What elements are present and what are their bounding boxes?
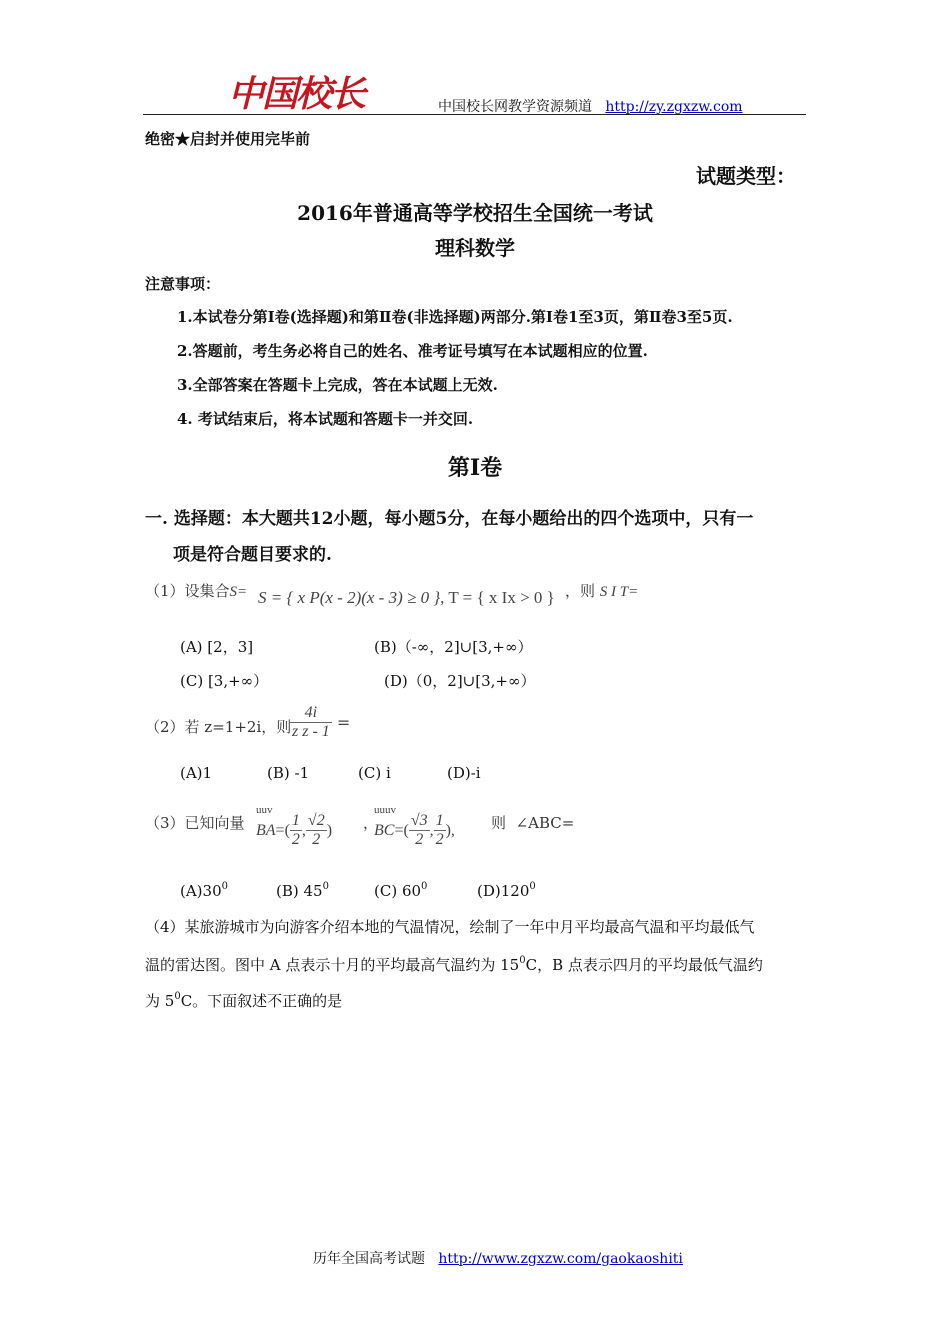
logo: 中国校长 [228,73,365,115]
q2-frac [290,704,332,741]
confidential-label: 绝密★启封并使用完毕前 [145,130,311,148]
q1-result: S I T= [599,584,639,600]
q1-set-s: S = { x P(x - 2)(x - 3) ≥ 0 } [258,588,441,607]
q3-vector-bc: BC =( $\frac{√3}{2}$ , $\frac{1}{2}$ ), [374,812,455,848]
q3-f4-num: 1 [435,812,444,829]
part1-heading: 一. 选择题：本大题共12小题，每小题5分，在每小题给出的四个选项中，只有一 [145,509,754,529]
q3-tail [491,812,574,833]
q3-close-2: ), [445,821,455,839]
notice-heading: 注意事项： [145,275,221,293]
page-title: 2016年普通高等学校招生全国统一考试 [297,201,653,225]
q1-option-a: (A) [2，3] [180,638,254,656]
header-channel [438,96,743,116]
question-4-line-2: 温的雷达图。图中 A 点表示十月的平均最高气温约为 $15^0C$，B 点表示四月的平均最低气温约 [145,955,763,974]
q3-frac-2 [306,812,327,849]
q1-then: ，则 [565,582,596,600]
part1-heading-cont: 项是符合题目要求的. [173,545,332,565]
q2-denominator: z z - 1 [292,723,330,740]
q3-option-c: (C) $60^0$ [374,881,428,900]
q3-option-b: (B) $45^0$ [276,881,329,900]
section-title: 第Ⅰ卷 [447,455,503,481]
q2-equals: = [336,713,351,732]
q3-option-a: $(A)30^0$ [180,881,228,900]
q3-f2-num: √2 [307,812,325,829]
q1-s-label: S= [229,584,248,600]
q3-vector-arrow-ba: uuv [256,804,273,816]
q3-comma: ， [363,814,379,832]
notice-item: 3.全部答案在答题卡上完成，答在本试题上无效. [177,376,498,394]
question-4: （4）某旅游城市为向游客介绍本地的气温情况，绘制了一年中月平均最高气温和平均最低气 [145,918,755,936]
footer-link[interactable]: http://www.zgxzw.com/gaokaoshiti [438,1251,683,1267]
q1-option-b: (B)（-∞，2]∪[3,+∞） [374,638,533,656]
q3-then: 则 [491,814,507,832]
q3-angle: ∠ABC= [515,814,575,832]
notice-item: 2.答题前，考生务必将自己的姓名、准考证号填写在本试题相应的位置. [177,342,648,360]
channel-name: 中国校长网教学资源频道 [438,99,592,115]
q3-eq-open: =( [275,821,290,839]
footer-text: 历年全国高考试题 [313,1251,425,1267]
page-subtitle: 理科数学 [435,236,515,260]
question-3: （3）已知向量 [145,814,245,832]
notice-item: 1.本试卷分第Ⅰ卷(选择题)和第Ⅱ卷(非选择题)两部分.第Ⅰ卷1至3页，第Ⅱ卷3至5页. [177,308,733,326]
notice-item: 4. 考试结束后，将本试题和答题卡一并交回. [177,410,474,428]
q1-option-d: (D)（0，2]∪[3,+∞） [384,672,536,690]
q3-bc-label: BC [374,821,395,839]
q2-option-b: (B) -1 [267,764,310,782]
header-link[interactable]: http://zy.zgxzw.com [605,99,743,115]
q3-f2-den: 2 [312,831,321,848]
q3-f1-num: 1 [291,812,300,829]
q3-frac-1 [290,812,302,849]
q3-vector-ba: BA =( $\frac{1}{2}$ , $\frac{√2}{2}$ ) [256,812,333,848]
q3-close-1: ) [326,821,333,839]
q1-set-t: , T = { x Ix > 0 } [440,588,555,607]
question-2: （2）若 z=1+2i，则 [145,718,292,736]
footer [313,1248,683,1268]
q3-f3-den: 2 [415,831,424,848]
q1-set-expression [258,588,555,608]
q3-ba-label: BA [256,821,276,839]
q3-f1-den: 2 [291,831,300,848]
q3-vector-arrow-bc: uuuv [374,804,396,816]
q3-frac-4 [434,812,446,849]
q2-option-a: (A)1 [180,764,213,782]
q2-fraction [290,704,350,741]
q1-option-c: (C) [3,+∞） [180,672,269,690]
q2-option-c: (C) i [358,764,391,782]
q3-frac-3 [409,812,430,849]
q2-option-d: (D)-i [447,764,481,782]
q3-eq-open-2: =( [394,821,409,839]
q2-numerator: 4i [290,704,332,723]
header-divider [143,114,806,115]
q3-f3-num: √3 [410,812,428,829]
q1-tail [565,580,638,601]
exam-type: 试题类型： [696,164,796,188]
q3-option-d: $(D)120^0$ [477,881,536,900]
question-4-line-3: 为 $5^0C$。下面叙述不正确的是 [145,991,343,1010]
q3-f4-den: 2 [435,831,444,848]
question-1 [145,580,247,601]
q1-prefix: （1）设集合 [145,582,230,600]
